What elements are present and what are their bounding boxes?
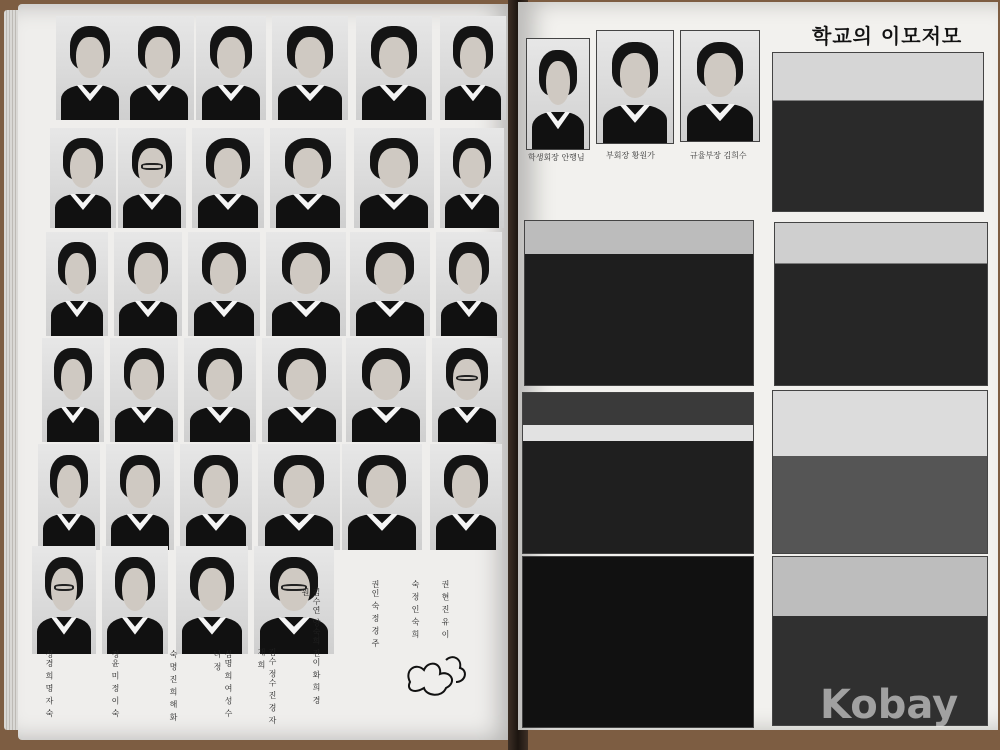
student-portrait [342, 444, 422, 550]
student-portrait [118, 128, 186, 228]
student-names-8: 숙 정 인 숙 희 [411, 580, 420, 640]
student-names-2: 김수 정수 진 경 자 재 희 [257, 648, 277, 726]
student-names-1: 김수연 양숙희 진이 화 희 경 원 [301, 588, 321, 705]
student-portrait [356, 16, 432, 120]
student-portrait [192, 128, 264, 228]
student-portrait [350, 232, 430, 336]
student-portrait [50, 128, 116, 228]
student-portrait [254, 546, 334, 654]
student-portrait [272, 16, 348, 120]
award-ceremony-photo [522, 556, 754, 728]
watermark: Kobay [820, 682, 959, 728]
student-portrait [430, 444, 502, 550]
student-names-9: 권 현 진 유 이 [441, 580, 450, 640]
officer-photo-3 [680, 30, 760, 142]
student-portrait [124, 16, 194, 120]
flower-ornament [402, 652, 470, 700]
officer-photo-1 [526, 38, 590, 150]
student-portrait [114, 232, 182, 336]
classroom-photo [524, 220, 754, 386]
student-portrait [440, 16, 506, 120]
student-portrait [42, 338, 104, 442]
student-names-7: 권인 숙 정 경 주 [371, 580, 380, 649]
outdoor-march-photo [772, 390, 988, 554]
officer-caption-3: 규율부장 김희수 [690, 151, 747, 160]
section-title: 학교의 이모저모 [812, 24, 963, 48]
student-portrait [32, 546, 96, 654]
student-portrait [46, 232, 108, 336]
student-names-4: 숙 명 진 희 해 화 [169, 650, 178, 722]
student-portrait [432, 338, 502, 442]
student-portrait [270, 128, 346, 228]
student-portrait [38, 444, 100, 550]
student-names-3: 심명 희 여 성 수 나 정 [213, 650, 233, 719]
student-portrait [176, 546, 248, 654]
group-photo-stage [522, 392, 754, 554]
officer-photo-2 [596, 30, 674, 144]
student-portrait [110, 338, 178, 442]
student-portrait [106, 444, 174, 550]
student-portrait [196, 16, 266, 120]
student-portrait [188, 232, 260, 336]
meeting-photo [774, 222, 988, 386]
student-portrait [56, 16, 124, 120]
student-portrait [180, 444, 252, 550]
student-names-6: 성경 희 명 자 숙 [45, 650, 54, 719]
student-portrait [102, 546, 168, 654]
student-portrait [436, 232, 502, 336]
student-names-5: 정윤 미 정 이 숙 [111, 650, 120, 719]
group-photo-building [772, 52, 984, 212]
officer-caption-1: 학생회장 안행님 [528, 153, 585, 162]
student-portrait [266, 232, 346, 336]
student-portrait [354, 128, 434, 228]
student-portrait [440, 128, 504, 228]
officer-caption-2: 부회장 황원가 [606, 151, 655, 160]
student-portrait [258, 444, 340, 550]
student-portrait [184, 338, 256, 442]
student-portrait [262, 338, 342, 442]
student-portrait [346, 338, 426, 442]
